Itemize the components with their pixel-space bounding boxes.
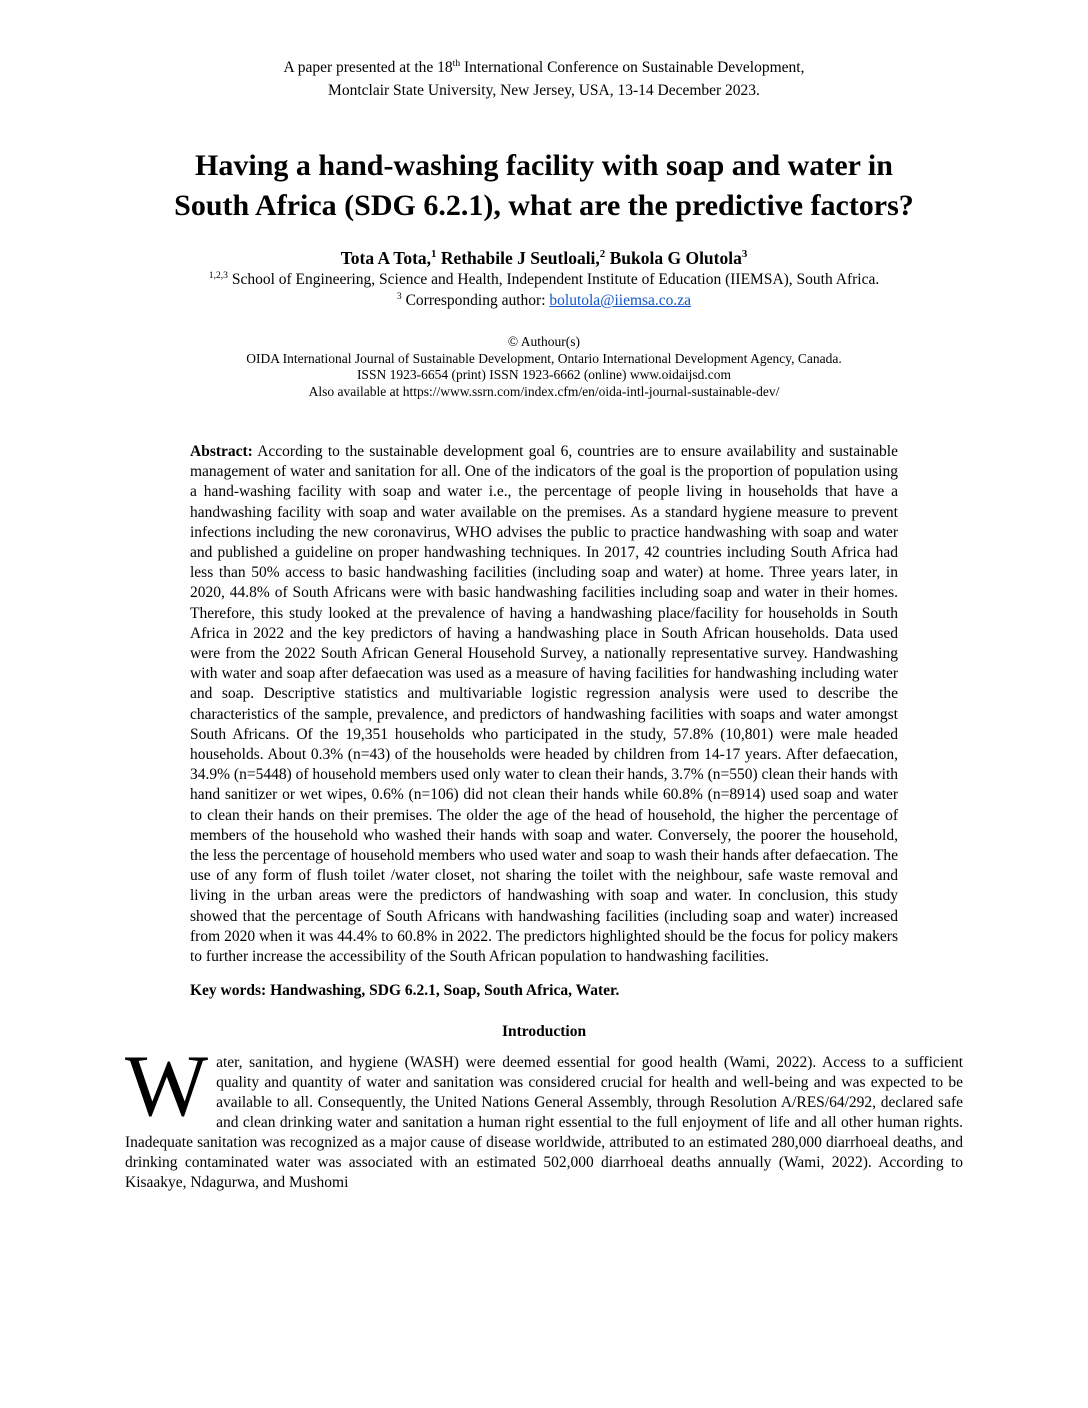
introduction-paragraph bbox=[125, 1038, 963, 1193]
conference-header bbox=[125, 56, 963, 102]
affiliation-text: School of Engineering, Science and Health, Independent Institute of Education (IIEMSA), South Africa. bbox=[227, 271, 880, 288]
abstract-body: According to the sustainable development goal 6, countries are to ensure availability and sustainable management of water and sanitation for all. One of the indicators of the goal is the proportion of population using a hand-washing facility with soap and water i.e., the percentage of people living in households that have a handwashing facility with soap and water available on the premises. As a standard hygiene measure to prevent infections including the new coronavirus, WHO advises the public to practice handwashing with soap and water and published a guideline on proper handwashing techniques. In 2017, 42 countries including South Africa had less than 50% access to basic handwashing facilities (including soap and water) at home. Three years later, in 2020, 44.8% of South Africans were with basic handwashing facilities including soap and water in their homes. Therefore, this study looked at the prevalence of having a handwashing place/facility for households in South Africa in 2022 and the key predictors of having a handwashing place in South African households. Data used were from the 2022 South African General Household Survey, a nationally representative survey. Handwashing with water and soap after defaecation was used as a measure of having facilities for handwashing including water and soap. Descriptive statistics and multivariable logistic regression analysis were used to describe the characteristics of the sample, prevalence, and predictors of handwashing facilities with soaps and water amongst South Africans. Of the 19,351 households who participated in the study, 57.8% (10,801) were male headed households. About 0.3% (n=43) of the households were headed by children from 14-17 years. After defaecation, 34.9% (n=5448) of household members used only water to clean their hands, 3.7% (n=550) clean their hands with hand sanitizer or wet wipes, 0.6% (n=106) did not clean their hands while 60.8% (n=8914) used soap and water to clean their hands on their premises. The older the age of the head of household, the higher the percentage of members of the household who washed their hands with soap and water. Conversely, the poorer the household, the less the percentage of household members who used water and soap to wash their hands after defaecation. The use of any form of flush toilet /water closet, not sharing the toilet with the neighbour, safe waste removal and living in the urban areas were the predictors of handwashing with soap and water. In conclusion, this study showed that the percentage of South Africans with handwashing facilities (including soap and water) increased from 2020 when it was 44.4% to 60.8% in 2022. The predictors highlighted should be the focus for policy makers to further increase the accessibility of the South African population to handwashing facilities. bbox=[190, 443, 898, 966]
abstract-label: Abstract: bbox=[190, 443, 253, 460]
paper-page bbox=[125, 0, 963, 1193]
corresponding-label: Corresponding author: bbox=[401, 292, 550, 309]
availability-line: Also available at https://www.ssrn.com/index.cfm/en/oida-intl-journal-sustainable-dev/ bbox=[308, 383, 780, 399]
conference-header-line1-rest: International Conference on Sustainable Development, bbox=[460, 59, 805, 76]
author-affiliation-superscript: 3 bbox=[741, 248, 748, 261]
affiliation-superscript: 1,2,3 bbox=[208, 269, 228, 281]
corresponding-superscript: 3 bbox=[396, 290, 402, 302]
author-list bbox=[125, 247, 963, 269]
author-name: Tota A Tota, bbox=[340, 248, 432, 268]
ordinal-superscript: th bbox=[452, 57, 461, 69]
conference-header-line2: Montclair State University, New Jersey, USA, 13-14 December 2023. bbox=[328, 82, 760, 99]
conference-header-line1 bbox=[125, 56, 963, 79]
keywords-line: Key words: Handwashing, SDG 6.2.1, Soap, South Africa, Water. bbox=[190, 982, 620, 1000]
introduction-heading: Introduction bbox=[501, 1023, 587, 1041]
author-affiliation-superscript: 1 bbox=[431, 248, 437, 261]
paper-title bbox=[125, 146, 963, 226]
paper-title-line1: Having a hand-washing facility with soap and water in bbox=[195, 149, 893, 182]
conference-header-line1-text: A paper presented at the 18 bbox=[283, 59, 453, 76]
dropcap-letter: W bbox=[125, 1038, 209, 1136]
journal-name-line: OIDA International Journal of Sustainable Development, Ontario International Development Agency, Canada. bbox=[246, 350, 842, 366]
author-name: Bukola G Olutola bbox=[605, 248, 742, 268]
paper-title-line2: South Africa (SDG 6.2.1), what are the predictive factors? bbox=[174, 189, 914, 222]
abstract-paragraph bbox=[190, 442, 898, 967]
introduction-body: ater, sanitation, and hygiene (WASH) were deemed essential for good health (Wami, 2022). Access to a sufficient quality and quantity of water and sanitation was considered crucial for health and well-being and was expected to be available to all. Consequently, the United Nations General Assembly, through Resolution A/RES/64/292, declared safe and clean drinking water and sanitation a human right essential to the full enjoyment of life and all other human rights. Inadequate sanitation was recognized as a major cause of disease worldwide, attributed to an estimated 280,000 diarrhoeal deaths, and drinking contaminated water was associated with an estimated 502,000 diarrhoeal deaths annually (Wami, 2022). According to Kisaakye, Ndagurwa, and Mushomi bbox=[125, 1054, 963, 1192]
affiliation-line bbox=[125, 269, 963, 290]
copyright-line: © Authour(s) bbox=[507, 334, 581, 349]
issn-line: ISSN 1923-6654 (print) ISSN 1923-6662 (online) www.oidaijsd.com bbox=[356, 367, 732, 382]
journal-imprint bbox=[125, 334, 963, 400]
author-name: Rethabile J Seutloali, bbox=[436, 248, 600, 268]
corresponding-author-line bbox=[125, 290, 963, 311]
corresponding-email-link[interactable]: bolutola@iiemsa.co.za bbox=[549, 292, 692, 309]
author-affiliation-superscript: 2 bbox=[599, 248, 606, 261]
